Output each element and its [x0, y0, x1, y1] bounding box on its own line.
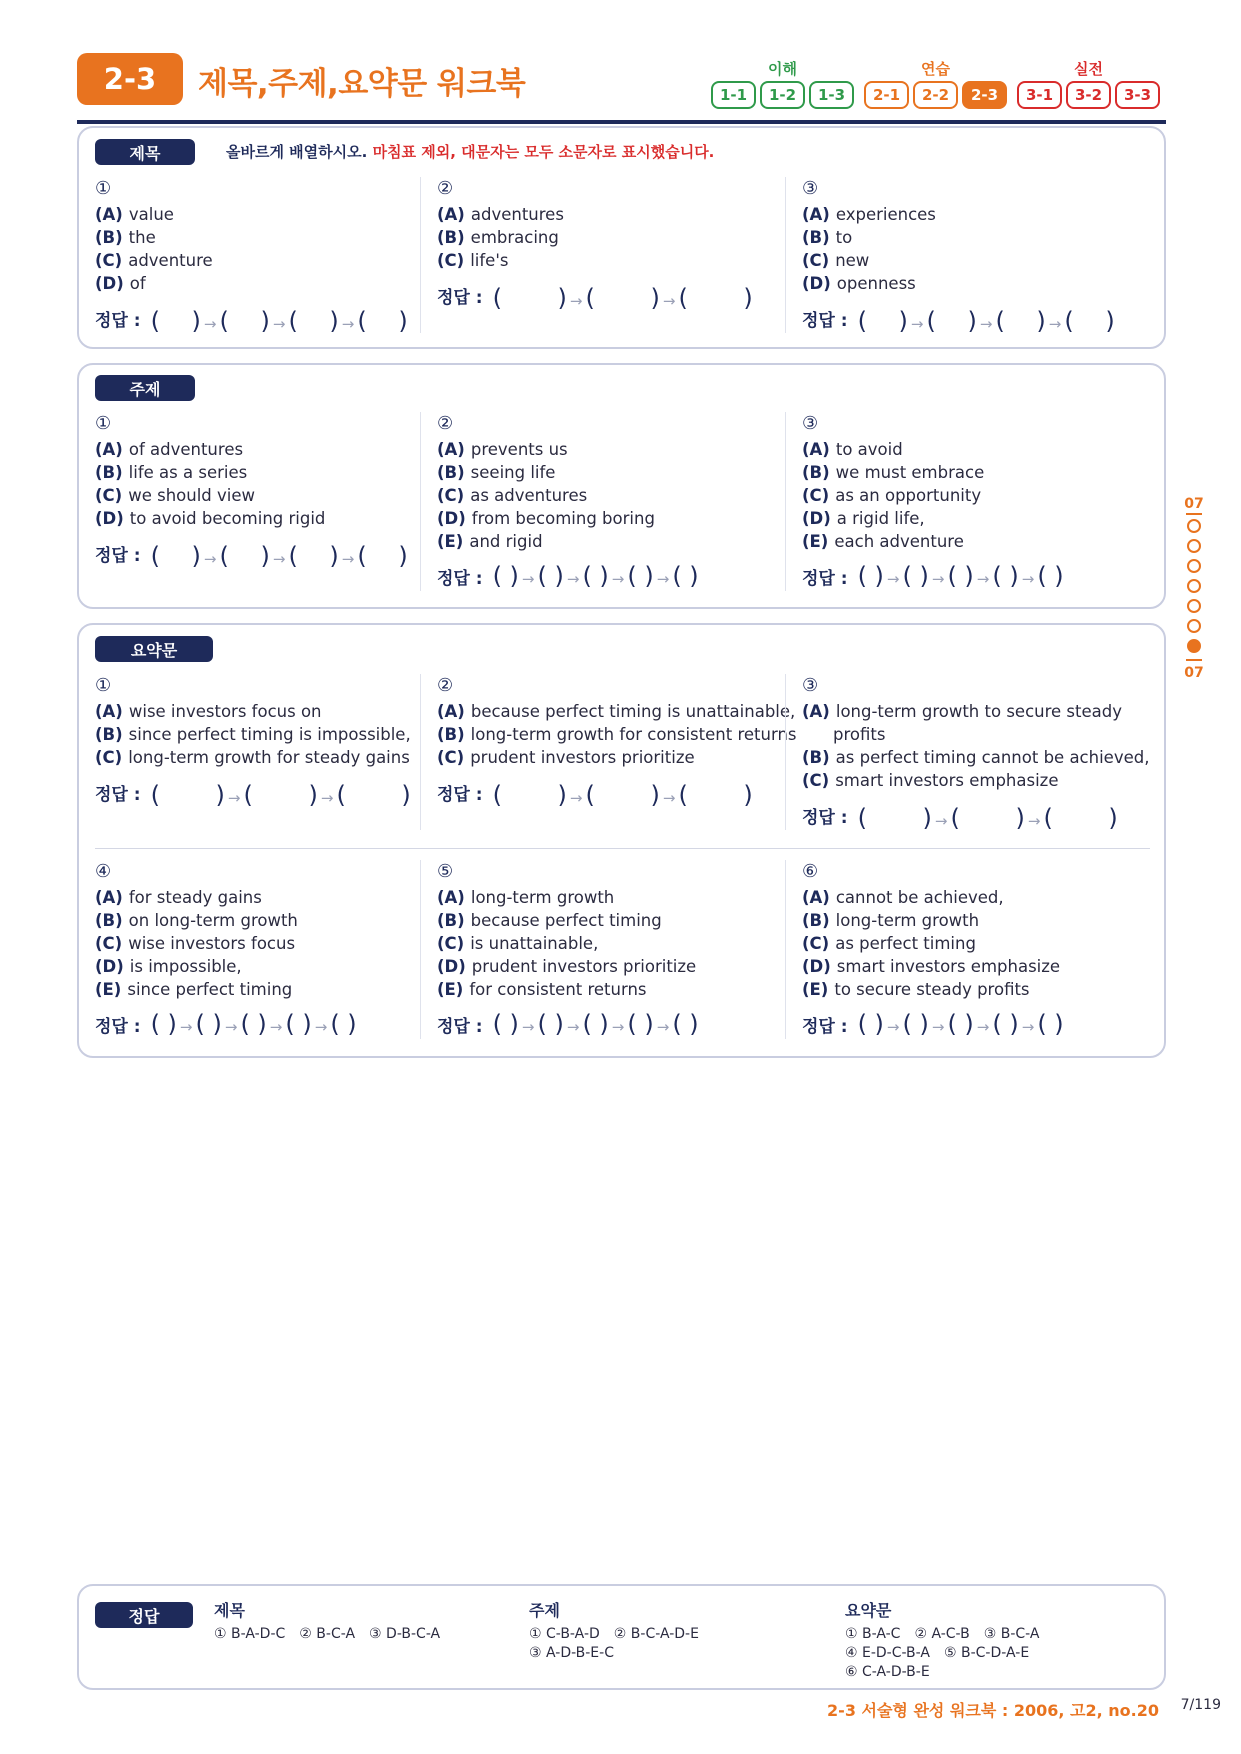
choice-key: (A) [95, 888, 123, 907]
chapter-number-bottom: 07 [1184, 665, 1204, 681]
answer-key-line [845, 1644, 1053, 1663]
choice-item [437, 203, 771, 226]
header-rule [77, 120, 1166, 124]
choice-key: (B) [95, 725, 123, 744]
choice-text: we should view [128, 486, 255, 505]
choice-item [95, 438, 406, 461]
choice-key: (A) [95, 440, 123, 459]
level-chip-2-3-active[interactable]: 2-3 [962, 81, 1007, 109]
choice-item [437, 507, 771, 530]
choice-key: (B) [95, 228, 123, 247]
choice-text: experiences [835, 205, 936, 224]
question-number: ① [95, 675, 112, 696]
answer-key-entry: ② A-C-B [914, 1626, 970, 1642]
choice-text: is impossible, [129, 957, 242, 976]
choice-text: we must embrace [835, 463, 985, 482]
choice-item [95, 932, 406, 955]
section-tag-theme: 주제 [95, 375, 195, 401]
choice-text: as an opportunity [835, 486, 982, 505]
answer-key-title [214, 1598, 454, 1644]
choice-item [802, 438, 1136, 461]
question-number: ⑤ [437, 861, 454, 882]
answer-key-line [845, 1663, 1053, 1682]
answer-label: 정답 : [95, 545, 141, 566]
choice-text: seeing life [470, 463, 556, 482]
level-chip-3-1[interactable]: 3-1 [1017, 81, 1062, 109]
answer-key-entry: ② B-C-A [299, 1626, 356, 1642]
level-group-understand [711, 58, 854, 109]
choice-key: (A) [437, 205, 465, 224]
choice-text: life's [470, 251, 509, 270]
choice-text: as adventures [470, 486, 588, 505]
question-block [420, 177, 785, 333]
row-divider [95, 848, 1150, 849]
choice-text: as perfect timing [835, 934, 976, 953]
answer-label: 정답 : [437, 568, 483, 589]
question-block [785, 412, 1150, 591]
choice-key: (C) [95, 251, 123, 270]
choice-text: is unattainable, [470, 934, 599, 953]
answer-slots[interactable]: ( ) → ( ) → ( ) → ( ) → ( ) [492, 562, 699, 590]
choice-text: because perfect timing is unattainable, [470, 702, 796, 721]
choice-item [95, 484, 406, 507]
choice-item [95, 226, 406, 249]
choice-text: adventure [128, 251, 213, 270]
choice-key: (B) [802, 911, 830, 930]
level-chip-1-1[interactable]: 1-1 [711, 81, 756, 109]
answer-row[interactable] [95, 777, 411, 809]
choice-key: (B) [437, 911, 465, 930]
choice-item [95, 886, 406, 909]
choice-item [802, 484, 1136, 507]
choice-key: (D) [802, 509, 831, 528]
choice-text: smart investors emphasize [835, 771, 1059, 790]
choice-item [802, 530, 1136, 553]
choice-key: (A) [802, 888, 830, 907]
question-block [95, 860, 420, 1039]
choice-key: (C) [437, 251, 465, 270]
answer-key-heading: 제목 [214, 1601, 245, 1620]
answer-slots[interactable]: ( ) → ( ) → ( ) → ( ) [857, 306, 1115, 335]
section-tag-summary: 요약문 [95, 636, 213, 662]
chapter-badge: 2-3 [77, 53, 183, 105]
choice-item [437, 909, 771, 932]
choice-text: long-term growth for steady gains [128, 748, 410, 767]
answer-label: 정답 : [95, 310, 141, 331]
choice-item [437, 226, 771, 249]
choice-text: to avoid [835, 440, 903, 459]
answer-key-entry: ② B-C-A-D-E [613, 1626, 699, 1642]
choice-text: and rigid [469, 532, 543, 551]
answer-slots[interactable]: ( ) → ( ) → ( ) → ( ) → ( ) [492, 1010, 699, 1038]
progress-dot [1187, 639, 1201, 653]
choice-text: to [835, 228, 853, 247]
progress-dot [1187, 519, 1201, 533]
answer-key-line [529, 1625, 713, 1644]
answer-row[interactable] [802, 800, 1136, 830]
question-block [95, 412, 420, 591]
question-block [95, 674, 420, 830]
level-chip-2-1[interactable]: 2-1 [864, 81, 909, 109]
choice-key: (D) [802, 957, 831, 976]
level-chip-3-3[interactable]: 3-3 [1115, 81, 1160, 109]
question-number: ③ [802, 675, 819, 696]
question-number: ② [437, 178, 454, 199]
choice-text: since perfect timing [127, 980, 293, 999]
level-group-real [1017, 58, 1160, 109]
title-panel [77, 126, 1166, 349]
choice-key: (B) [437, 463, 465, 482]
choice-item [95, 507, 406, 530]
choice-text: for steady gains [128, 888, 262, 907]
choice-item [802, 203, 1136, 226]
choice-text: long-term growth [470, 888, 615, 907]
choice-text: on long-term growth [128, 911, 298, 930]
progress-dot [1187, 599, 1201, 613]
answer-slots[interactable]: ( ) → ( ) → ( ) [150, 780, 411, 809]
choice-item [437, 249, 771, 272]
choice-item [802, 932, 1136, 955]
question-block [785, 860, 1150, 1039]
choice-text: a rigid life, [836, 509, 925, 528]
choice-key: (D) [95, 509, 124, 528]
question-columns [95, 177, 1150, 333]
choice-key: (A) [802, 440, 830, 459]
answer-label: 정답 : [802, 807, 848, 828]
choice-text: new [835, 251, 870, 270]
question-columns-row2 [95, 860, 1150, 1039]
choice-item [802, 226, 1136, 249]
answer-row[interactable] [95, 1009, 406, 1039]
question-block [95, 177, 420, 333]
choice-item [437, 461, 771, 484]
answer-label: 정답 : [802, 1016, 848, 1037]
answer-slots[interactable]: ( ) → ( ) → ( ) → ( ) → ( ) [150, 1010, 357, 1038]
choice-key: (D) [437, 509, 466, 528]
choice-text: to avoid becoming rigid [129, 509, 326, 528]
choice-text: value [128, 205, 174, 224]
choice-key: (A) [437, 440, 465, 459]
choice-item [437, 932, 771, 955]
answer-row[interactable] [437, 777, 771, 807]
choice-item [802, 272, 1136, 295]
choice-text: prudent investors prioritize [471, 957, 697, 976]
choice-key: (B) [802, 228, 830, 247]
choice-item [437, 700, 796, 723]
choice-item [95, 978, 406, 1001]
chapter-number-top: 07 [1184, 496, 1204, 512]
choice-text: embracing [470, 228, 559, 247]
section-tag-title: 제목 [95, 139, 195, 165]
answer-label: 정답 : [802, 568, 848, 589]
choice-key: (E) [95, 980, 122, 999]
choice-item [802, 723, 1136, 746]
question-number: ① [95, 413, 112, 434]
choice-key: (C) [95, 486, 123, 505]
instruction [226, 141, 714, 162]
question-block [420, 860, 785, 1039]
choice-item [437, 438, 771, 461]
choice-item [95, 272, 406, 295]
answer-slots[interactable]: ( ) → ( ) → ( ) → ( ) → ( ) [857, 1010, 1064, 1038]
chapter-progress-indicator [1183, 496, 1205, 681]
question-block [420, 674, 797, 830]
answer-slots[interactable]: ( ) → ( ) → ( ) → ( ) [150, 306, 408, 335]
choice-item [95, 746, 410, 769]
level-chip-3-2[interactable]: 3-2 [1066, 81, 1111, 109]
answer-row[interactable] [802, 561, 1136, 591]
answer-key-entry: ① B-A-C [845, 1626, 901, 1642]
choice-item [802, 507, 1136, 530]
choice-item [437, 886, 771, 909]
choice-key: (A) [802, 702, 830, 721]
choice-item [437, 530, 771, 553]
instruction-text: 올바르게 배열하시오. [226, 143, 368, 161]
choice-item [802, 955, 1136, 978]
answer-key-entry: ⑥ C-A-D-B-E [845, 1664, 930, 1680]
instruction-note: 마침표 제외, 대문자는 모두 소문자로 표시했습니다. [372, 143, 715, 161]
footer-title: 2-3 서술형 완성 워크북 : 2006, 고2, no.20 [827, 1701, 1159, 1720]
choice-item [802, 746, 1150, 769]
progress-dot [1187, 559, 1201, 573]
choice-item [437, 484, 771, 507]
choice-key: (C) [802, 934, 830, 953]
answer-row[interactable] [802, 1009, 1136, 1039]
question-number: ③ [802, 178, 819, 199]
choice-item [802, 978, 1136, 1001]
page-title: 제목,주제,요약문 워크북 [198, 66, 526, 102]
answer-label: 정답 : [437, 1016, 483, 1037]
choice-text: prevents us [470, 440, 568, 459]
choice-key: (B) [437, 725, 465, 744]
choice-item [802, 769, 1136, 792]
choice-item [802, 909, 1136, 932]
choice-key: (C) [437, 934, 465, 953]
question-number: ③ [802, 413, 819, 434]
choice-text: wise investors focus [128, 934, 296, 953]
choice-key: (A) [802, 205, 830, 224]
choice-text: life as a series [128, 463, 248, 482]
answer-row[interactable] [802, 303, 1136, 333]
answer-key-heading: 주제 [529, 1601, 560, 1620]
choice-key: (A) [437, 888, 465, 907]
choice-item [95, 909, 406, 932]
answer-slots[interactable]: ( ) → ( ) → ( ) [492, 780, 753, 809]
choice-item [95, 461, 406, 484]
choice-item [95, 955, 406, 978]
answer-key-theme [529, 1598, 713, 1663]
answer-row[interactable] [95, 538, 406, 568]
answer-label: 정답 : [437, 784, 483, 805]
answer-slots[interactable]: ( ) → ( ) → ( ) [492, 283, 753, 312]
progress-dot [1187, 619, 1201, 633]
answer-key-entry: ③ B-C-A [983, 1626, 1040, 1642]
choice-key: (C) [802, 771, 830, 790]
choice-text: the [128, 228, 156, 247]
answer-row[interactable] [95, 303, 406, 333]
answer-slots[interactable]: ( ) → ( ) → ( ) → ( ) → ( ) [857, 562, 1064, 590]
level-chip-1-2[interactable]: 1-2 [760, 81, 805, 109]
choice-text: long-term growth for consistent returns [470, 725, 797, 744]
choice-key: (B) [95, 911, 123, 930]
answer-label: 정답 : [802, 310, 848, 331]
answer-key-entry: ④ E-D-C-B-A [845, 1645, 930, 1661]
progress-dot [1187, 539, 1201, 553]
choice-item [802, 700, 1136, 723]
theme-panel [77, 363, 1166, 609]
choice-key: (B) [95, 463, 123, 482]
answer-label: 정답 : [95, 784, 141, 805]
answer-label: 정답 : [95, 1016, 141, 1037]
choice-item [802, 886, 1136, 909]
answer-key-entry: ① B-A-D-C [214, 1626, 286, 1642]
choice-text: openness [836, 274, 916, 293]
choice-text: for consistent returns [469, 980, 647, 999]
page-number: 7/119 [1180, 1697, 1221, 1713]
section-tag-answer: 정답 [95, 1602, 193, 1628]
question-columns-row1 [95, 674, 1150, 830]
choice-key: (E) [802, 980, 829, 999]
level-label: 실전 [1074, 60, 1103, 78]
choice-key: (E) [437, 980, 464, 999]
answer-slots[interactable]: ( ) → ( ) → ( ) → ( ) [150, 541, 408, 570]
choice-text: since perfect timing is impossible, [128, 725, 411, 744]
level-chip-2-2[interactable]: 2-2 [913, 81, 958, 109]
choice-key: (E) [437, 532, 464, 551]
choice-item [437, 955, 771, 978]
answer-key-entry: ③ A-D-B-E-C [529, 1645, 614, 1661]
answer-key-entry: ⑤ B-C-D-A-E [943, 1645, 1030, 1661]
level-group-practice [864, 58, 1007, 109]
answer-label: 정답 : [437, 287, 483, 308]
choice-text: profits [833, 725, 886, 744]
choice-text: as perfect timing cannot be achieved, [835, 748, 1150, 767]
answer-key-panel [77, 1584, 1166, 1690]
progress-dot [1187, 579, 1201, 593]
choice-item [802, 249, 1136, 272]
answer-row[interactable] [437, 280, 771, 310]
choice-key: (C) [437, 486, 465, 505]
choice-key: (C) [95, 748, 123, 767]
choice-item [437, 746, 771, 769]
summary-panel [77, 623, 1166, 1058]
choice-text: each adventure [834, 532, 964, 551]
question-number: ⑥ [802, 861, 819, 882]
choice-key: (D) [802, 274, 831, 293]
question-block [785, 177, 1150, 333]
choice-text: of [129, 274, 146, 293]
question-number: ② [437, 675, 454, 696]
choice-key: (A) [95, 205, 123, 224]
answer-key-line [529, 1644, 713, 1663]
question-block [420, 412, 785, 591]
choice-key: (C) [802, 486, 830, 505]
choice-item [95, 249, 406, 272]
choice-key: (D) [437, 957, 466, 976]
choice-text: to secure steady profits [834, 980, 1030, 999]
choice-item [437, 723, 797, 746]
answer-slots[interactable]: ( ) → ( ) → ( ) [857, 803, 1118, 832]
question-number: ④ [95, 861, 112, 882]
choice-item [95, 700, 406, 723]
answer-key-entry: ③ D-B-C-A [369, 1626, 441, 1642]
level-chip-1-3[interactable]: 1-3 [809, 81, 854, 109]
choice-key: (B) [802, 748, 830, 767]
choice-text: prudent investors prioritize [470, 748, 695, 767]
answer-key-entry: ① C-B-A-D [529, 1626, 600, 1642]
choice-key: (A) [95, 702, 123, 721]
choice-key: (C) [437, 748, 465, 767]
choice-text: cannot be achieved, [835, 888, 1004, 907]
choice-text: wise investors focus on [128, 702, 322, 721]
answer-key-line [214, 1625, 454, 1644]
level-label: 이해 [768, 60, 797, 78]
choice-text: of adventures [128, 440, 244, 459]
choice-text: long-term growth [835, 911, 980, 930]
choice-text: adventures [470, 205, 564, 224]
answer-key-heading: 요약문 [845, 1601, 892, 1620]
choice-text: smart investors emphasize [836, 957, 1061, 976]
choice-text: from becoming boring [471, 509, 655, 528]
choice-text: because perfect timing [470, 911, 662, 930]
choice-text: long-term growth to secure steady [835, 702, 1122, 721]
choice-key: (C) [95, 934, 123, 953]
answer-key-line [845, 1625, 1053, 1644]
choice-key: (D) [95, 274, 124, 293]
choice-key: (D) [95, 957, 124, 976]
question-number: ② [437, 413, 454, 434]
choice-item [802, 461, 1136, 484]
question-columns [95, 412, 1150, 591]
choice-item [95, 203, 406, 226]
choice-key: (B) [437, 228, 465, 247]
answer-row[interactable] [437, 561, 771, 591]
question-number: ① [95, 178, 112, 199]
choice-item [437, 978, 771, 1001]
answer-key-summary [845, 1598, 1053, 1682]
level-label: 연습 [921, 60, 950, 78]
choice-key: (C) [802, 251, 830, 270]
choice-key: (B) [802, 463, 830, 482]
question-block [785, 674, 1150, 830]
choice-item [95, 723, 411, 746]
choice-key: (A) [437, 702, 465, 721]
answer-row[interactable] [437, 1009, 771, 1039]
choice-key: (E) [802, 532, 829, 551]
